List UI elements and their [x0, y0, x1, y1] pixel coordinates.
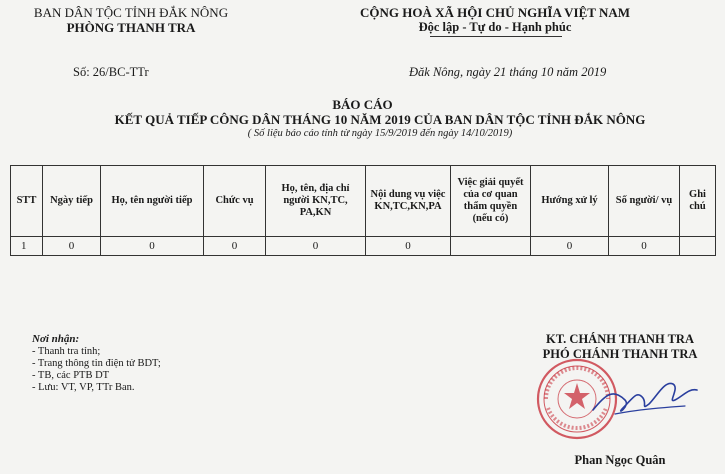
report-title: BÁO CÁO: [332, 97, 393, 112]
report-subtitle: KẾT QUẢ TIẾP CÔNG DÂN THÁNG 10 NĂM 2019 CỦA BAN DÂN TỘC TỈNH ĐẮK NÔNG: [114, 112, 646, 127]
col-header-position: Chức vụ: [204, 166, 266, 237]
col-header-note: Ghi chú: [680, 166, 716, 237]
list-item: - Thanh tra tỉnh;: [32, 346, 101, 357]
list-item: - TB, các PTB DT: [32, 370, 110, 381]
motto: Độc lập - Tự do - Hạnh phúc: [418, 20, 572, 34]
table-row: [11, 237, 716, 256]
recipients-list: [32, 346, 161, 394]
recipients-title: Nơi nhận:: [32, 333, 80, 345]
signer-name: Phan Ngọc Quân: [574, 453, 666, 467]
col-header-receiver: Họ, tên người tiếp: [101, 166, 204, 237]
table-cell: 0: [531, 237, 609, 256]
list-item: - Trang thông tin điện tử BDT;: [32, 358, 161, 369]
motto-underline: [430, 36, 562, 37]
table-cell: 0: [101, 237, 204, 256]
table-cell: 0: [609, 237, 680, 256]
col-header-content: Nội dung vụ việc KN,TC,KN,PA: [366, 166, 451, 237]
date-line: Đăk Nông, ngày 21 tháng 10 năm 2019: [409, 65, 607, 79]
col-header-count: Số người/ vụ: [609, 166, 680, 237]
signature-title-line1: KT. CHÁNH THANH TRA: [546, 332, 694, 346]
nation-title: CỘNG HOÀ XÃ HỘI CHỦ NGHĨA VIỆT NAM: [359, 5, 631, 20]
table-cell: 0: [266, 237, 366, 256]
table-cell: 0: [366, 237, 451, 256]
handwritten-signature: [585, 370, 705, 430]
col-header-resolution: Việc giải quyết của cơ quan thẩm quyền (nếu có): [451, 166, 531, 237]
list-item: - Lưu: VT, VP, TTr Ban.: [32, 382, 135, 393]
report-table: [10, 165, 716, 256]
col-header-handling: Hướng xử lý: [531, 166, 609, 237]
table-cell: 1: [11, 237, 43, 256]
table-cell: [680, 237, 716, 256]
document-number: Số: 26/BC-TTr: [73, 65, 149, 79]
col-header-stt: STT: [11, 166, 43, 237]
table-cell: [451, 237, 531, 256]
col-header-complainant: Họ, tên, địa chỉ người KN,TC, PA,KN: [266, 166, 366, 237]
report-period-note: ( Số liệu báo cáo tính từ ngày 15/9/2019 đến ngày 14/10/2019): [247, 128, 513, 139]
table-cell: 0: [204, 237, 266, 256]
table-header-row: [11, 166, 716, 237]
col-header-date: Ngày tiếp: [43, 166, 101, 237]
department-name: PHÒNG THANH TRA: [66, 20, 196, 35]
agency-name: BAN DÂN TỘC TỈNH ĐẮK NÔNG: [33, 5, 229, 20]
signature-title-line2: PHÓ CHÁNH THANH TRA: [542, 347, 698, 361]
table-cell: 0: [43, 237, 101, 256]
